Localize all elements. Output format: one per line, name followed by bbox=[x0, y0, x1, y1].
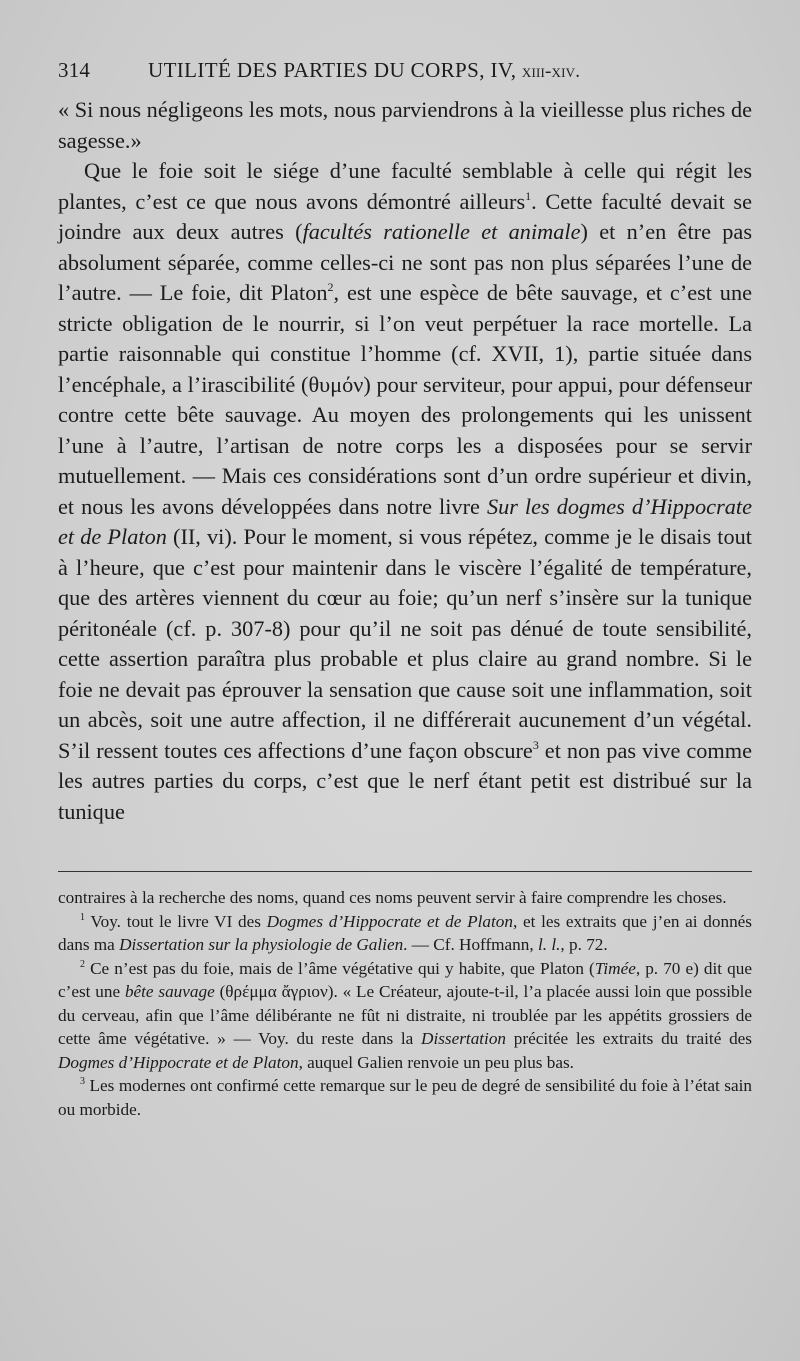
footnote-3: $^3$ Les modernes ont confirmé cette remarque sur le peu de degré de sensibilité du foie à l’état sain ou morbide. bbox=[58, 1076, 752, 1119]
paragraph-quote: « Si nous négligeons les mots, nous parviendrons à la vieillesse plus riches de sagesse.» bbox=[58, 97, 752, 153]
italic-faculties: facultés rationelle et animale bbox=[302, 219, 581, 244]
footnote-continuation: contraires à la recherche des noms, quand ces noms peuvent servir à faire comprendre les choses. bbox=[58, 888, 727, 907]
running-title: UTILITÉ DES PARTIES DU CORPS, IV, bbox=[148, 58, 517, 82]
page-number: 314 bbox=[58, 58, 91, 82]
footnote-2: $^2$ Ce n’est pas du foie, mais de l’âme végétative qui y habite, que Platon (Timée, p. 70 e) dit que c’est une bête sauvage (θρέμμα ἄγριον). « Le Créateur, ajoute-t-il, l’a placée aussi loin que possible du cerveau, afin que l’âme délibérante ne fût ni distraite, ni troublée par les appétits grossiers de cette âme végétative. » — Voy. du reste dans la Dissertation précitée les extraits du traité des Dogmes d’Hippocrate et de Platon, auquel Galien renvoie un peu plus bas. bbox=[58, 958, 752, 1072]
paragraph-main: Que le foie soit le siége d’une faculté semblable à celle qui régit les plantes, c’est ce que nous avons démontré ailleurs$^1$. Cette faculté devait se joindre aux deux autres (facultés rationelle et animale) et n’en être pas absolument séparée, comme celles-ci ne sont pas non plus séparées l’une de l’autre. — Le foie, dit Platon$^2$, est une espèce de bête sauvage, et c’est une stricte obligation de le nourrir, si l’on veut perpétuer la race mortelle. La partie raisonnable qui constitue l’homme (cf. XVII, 1), partie située dans l’encéphale, a l’irascibilité (θυμόν) pour serviteur, pour appui, pour défenseur contre cette bête sauvage. Au moyen des prolongements qui les unissent l’une à l’autre, l’artisan de notre corps les a disposées pour se servir mutuellement. — Mais ces considérations sont d’un ordre supérieur et divin, et nous les avons développées dans notre livre Sur les dogmes d’Hippocrate et de Platon (II, vi). Pour le moment, si vous répétez, comme je le disais tout à l’heure, que c’est pour maintenir dans le viscère l’égalité de température, que des artères viennent du cœur au foie; qu’un nerf s’insère sur la tunique péritonéale (cf. p. 307-8) pour qu’il ne soit pas dénué de toute sensibilité, cette assertion paraîtra plus probable et plus claire au grand nombre. Si le foie ne devait pas éprouver la sensation que cause soit une inflammation, soit un abcès, soit une autre affection, il ne différerait aucunement d’un végétal. S’il ressent toutes ces affections d’une façon obscure$^3$ et non pas vive comme les autres parties du corps, c’est que le nerf étant petit est distribué sur la tunique bbox=[58, 158, 753, 824]
footnote-divider bbox=[58, 871, 752, 872]
main-text bbox=[58, 95, 752, 827]
footnote-ref-1: 1 bbox=[525, 188, 532, 203]
footnotes bbox=[58, 886, 752, 1121]
footnote-ref-2: 2 bbox=[327, 280, 334, 294]
running-header bbox=[58, 58, 758, 83]
chapter-range: xiii-xiv. bbox=[521, 61, 581, 82]
footnote-ref-3: 3 bbox=[532, 737, 539, 752]
italic-book-title: Sur les dogmes d’Hippocrate et de Platon bbox=[58, 493, 752, 549]
footnote-1: $^1$ Voy. tout le livre VI des Dogmes d’Hippocrate et de Platon, et les extraits que j’en ai donnés dans ma Dissertation sur la physiologie de Galien. — Cf. Hoffmann, l. l., p. 72. bbox=[58, 911, 752, 954]
